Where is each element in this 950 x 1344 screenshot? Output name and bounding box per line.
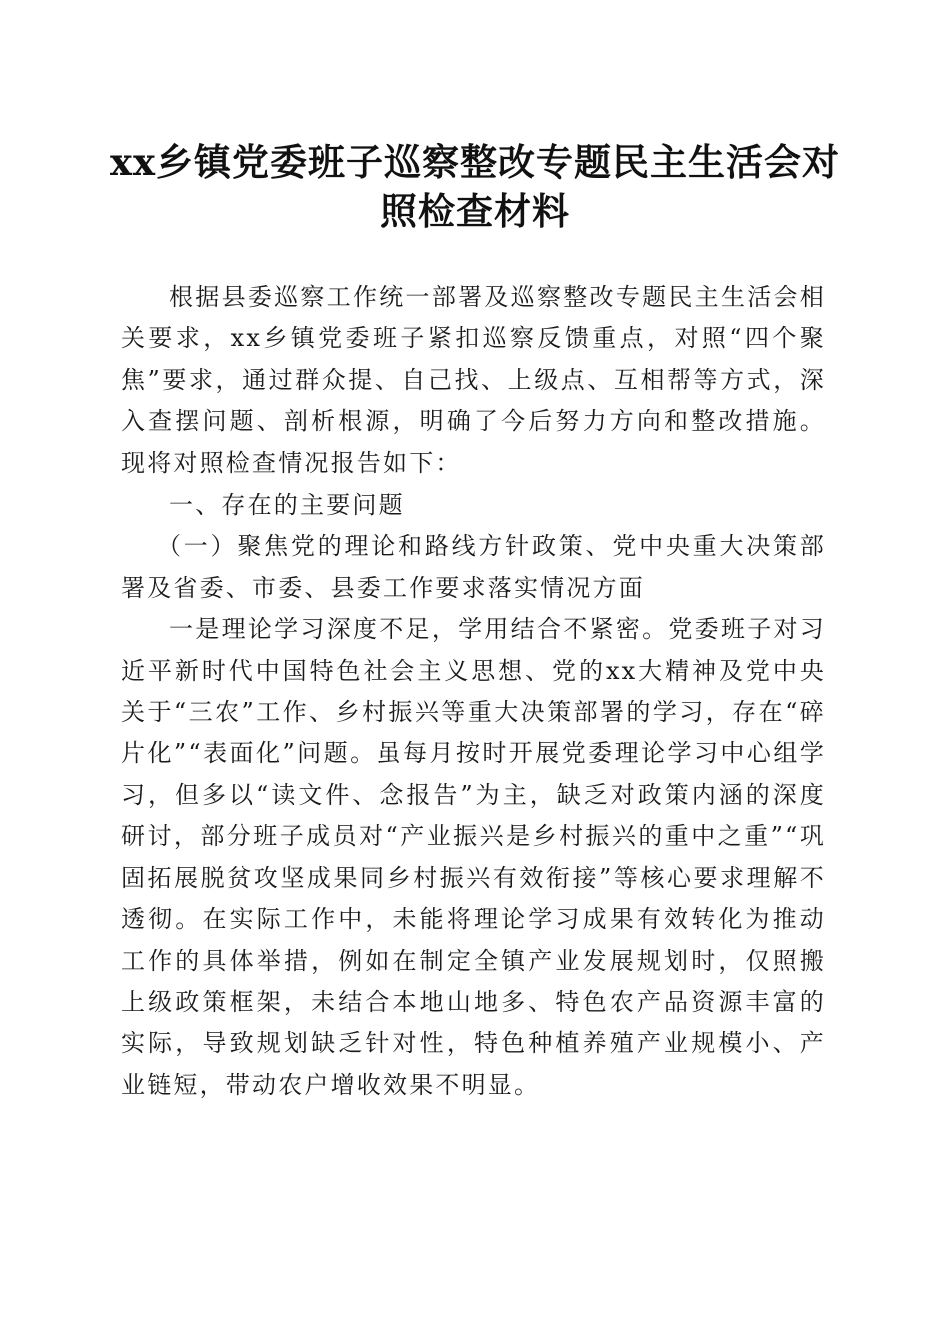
subsection-heading: （一）聚焦党的理论和路线方针政策、党中央重大决策部署及省委、市委、县委工作要求落实情况方面 (121, 532, 826, 602)
document-title: xx乡镇党委班子巡察整改专题民主生活会对照检查材料 (109, 140, 841, 233)
section-heading: 一、存在的主要问题 (169, 491, 405, 520)
document-body (121, 277, 826, 1106)
intro-paragraph: 根据县委巡察工作统一部署及巡察整改专题民主生活会相关要求，xx乡镇党委班子紧扣巡察反馈重点，对照“四个聚焦”要求，通过群众提、自己找、上级点、互相帮等方式，深入查摆问题、剖析根源，明确了今后努力方向和整改措施。现将对照检查情况报告如下： (121, 283, 826, 477)
body-paragraph: 一是理论学习深度不足，学用结合不紧密。党委班子对习近平新时代中国特色社会主义思想、党的xx大精神及党中央关于“三农”工作、乡村振兴等重大决策部署的学习，存在“碎片化”“表面化”问题。虽每月按时开展党委理论学习中心组学习，但多以“读文件、念报告”为主，缺乏对政策内涵的深度研讨，部分班子成员对“产业振兴是乡村振兴的重中之重”“巩固拓展脱贫攻坚成果同乡村振兴有效衔接”等核心要求理解不透彻。在实际工作中，未能将理论学习成果有效转化为推动工作的具体举措，例如在制定全镇产业发展规划时，仅照搬上级政策框架，未结合本地山地多、特色农产品资源丰富的实际，导致规划缺乏针对性，特色种植养殖产业规模小、产业链短，带动农户增收效果不明显。 (121, 615, 826, 1099)
